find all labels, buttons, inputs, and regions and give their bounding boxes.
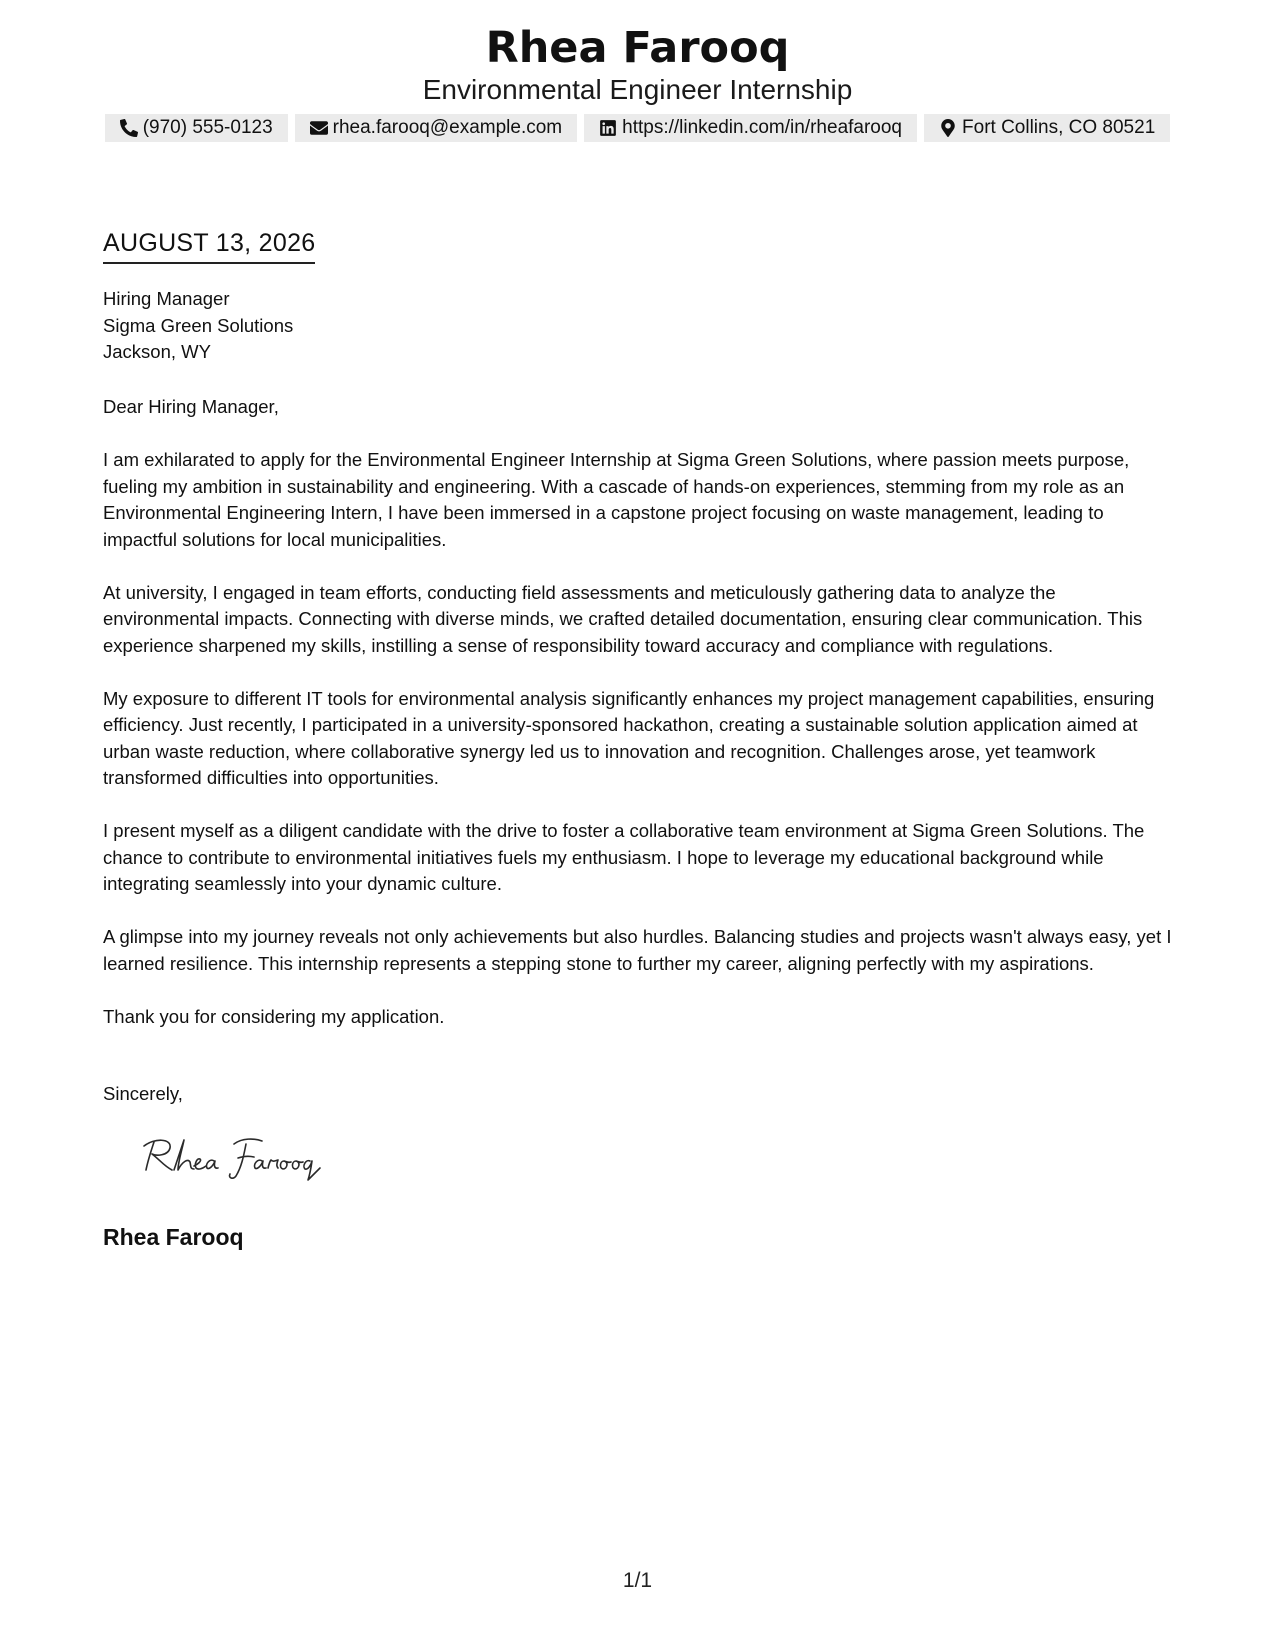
position-title: Environmental Engineer Internship — [422, 74, 853, 105]
page-number: 1/1 — [622, 1569, 653, 1592]
body-paragraph: A glimpse into my journey reveals not only achievements but also hurdles. Balancing studies and projects wasn't always easy, yet I learned resilience. This internship represents a stepping stone to further my career, aligning perfectly with my aspirations. — [103, 926, 1172, 974]
phone-text: (970) 555-0123 — [142, 117, 273, 138]
thank-you-line: Thank you for considering my application. — [103, 1005, 445, 1027]
linkedin-icon — [599, 119, 617, 137]
salutation: Dear Hiring Manager, — [103, 396, 279, 417]
recipient-location: Jackson, WY — [103, 341, 211, 362]
letter-date: AUGUST 13, 2026 — [103, 226, 315, 264]
location-text: Fort Collins, CO 80521 — [962, 117, 1156, 138]
map-marker-icon — [939, 119, 957, 137]
body-paragraph: My exposure to different IT tools for environmental analysis significantly enhances my project management capabilities, ensuring efficiency. Just recently, I participated in a university-sponsored hackathon, creating a sustainable solution application aimed at urban waste reduction, where collaborative synergy led us to innovation and recognition. Challenges arose, yet teamwork transformed difficulties into opportunities. — [103, 687, 1155, 788]
email-text: rhea.farooq@example.com — [332, 117, 563, 138]
recipient-title: Hiring Manager — [103, 288, 230, 309]
handwritten-signature — [138, 1132, 338, 1182]
body-paragraph: I present myself as a diligent candidate with the drive to foster a collaborative team environment at Sigma Green Solutions. The chance to contribute to environmental initiatives fuels my enthusiasm. I hope to leverage my educational background while integrating seamlessly into your dynamic culture. — [103, 820, 1145, 894]
letter-body — [103, 394, 1173, 1057]
linkedin-text: https://linkedin.com/in/rheafarooq — [622, 117, 903, 138]
phone-icon — [120, 119, 138, 137]
contact-location — [924, 114, 1170, 142]
closing: Sincerely, — [103, 1083, 183, 1104]
body-paragraph: At university, I engaged in team efforts, conducting field assessments and meticulously gathering data to analyze the environmental impacts. Connecting with diverse minds, we crafted detailed documentation, ensuring clear communication. This experience sharpened my skills, instilling a sense of responsibility toward accuracy and compliance with regulations. — [103, 581, 1143, 656]
contact-phone — [105, 114, 288, 142]
applicant-name: Rhea Farooq — [485, 23, 790, 73]
contact-bar — [0, 114, 1275, 142]
envelope-icon — [310, 119, 328, 137]
recipient-block — [103, 286, 293, 366]
signer-name: Rhea Farooq — [103, 1224, 244, 1250]
recipient-company: Sigma Green Solutions — [103, 314, 294, 336]
contact-email — [295, 114, 577, 142]
body-paragraph: I am exhilarated to apply for the Environmental Engineer Internship at Sigma Green Solutions, where passion meets purpose, fueling my ambition in sustainability and engineering. With a cascade of hands-on experiences, stemming from my role as an Environmental Engineering Intern, I have been immersed in a capstone project focusing on waste management, leading to impactful solutions for local municipalities. — [103, 449, 1130, 550]
contact-linkedin — [584, 114, 917, 142]
